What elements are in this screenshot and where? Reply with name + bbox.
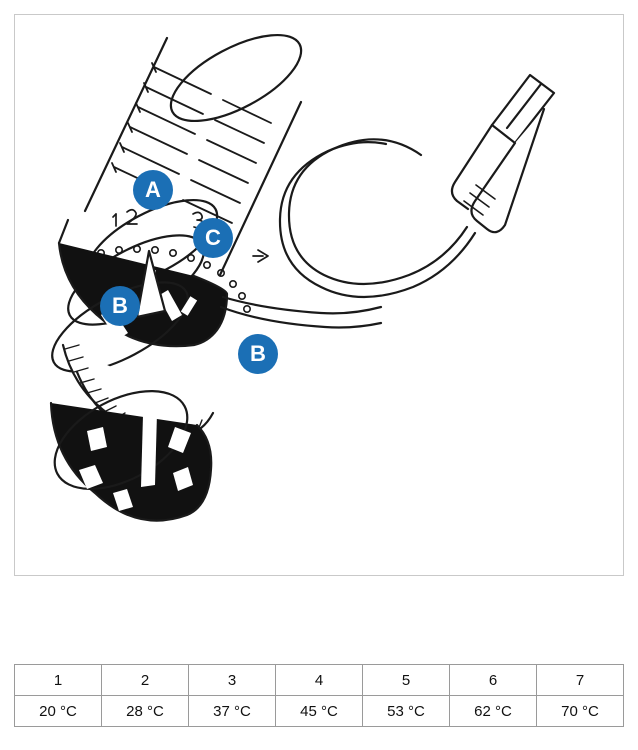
- capillary-tube: [221, 75, 554, 328]
- table-row-temperatures: [15, 696, 624, 727]
- temperature-cell: 28 °C: [102, 696, 189, 727]
- illustration-panel: [14, 14, 624, 576]
- callout-b-left: B: [100, 286, 140, 326]
- table-row-settings: [15, 665, 624, 696]
- setting-cell: 2: [102, 665, 189, 696]
- callout-a: A: [133, 170, 173, 210]
- temperature-cell: 20 °C: [15, 696, 102, 727]
- callout-c: C: [193, 218, 233, 258]
- temperature-cell: 53 °C: [363, 696, 450, 727]
- temperature-cell: 70 °C: [537, 696, 624, 727]
- callout-b-right: B: [238, 334, 278, 374]
- setting-cell: 4: [276, 665, 363, 696]
- setting-cell: 1: [15, 665, 102, 696]
- setting-cell: 6: [450, 665, 537, 696]
- temperature-cell: 45 °C: [276, 696, 363, 727]
- setting-cell: 3: [189, 665, 276, 696]
- temperature-cell: 37 °C: [189, 696, 276, 727]
- setting-cell: 7: [537, 665, 624, 696]
- temperature-table: [14, 664, 624, 727]
- setting-cell: 5: [363, 665, 450, 696]
- temperature-cell: 62 °C: [450, 696, 537, 727]
